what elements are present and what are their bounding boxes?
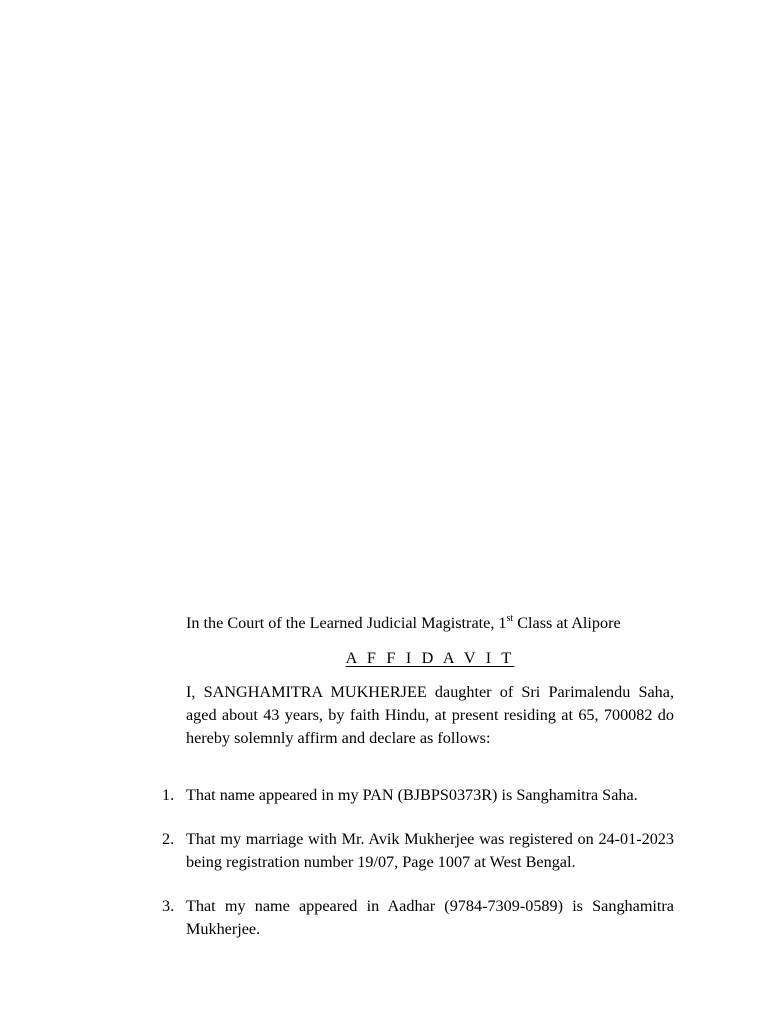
intro-paragraph: I, SANGHAMITRA MUKHERJEE daughter of Sri Parimalendu Saha, aged about 43 years, by faith Hindu, at present residing at 65, 700082 do hereby solemnly affirm and declare as follows:: [186, 683, 674, 747]
list-item: [160, 895, 674, 941]
list-item-number: 2.: [162, 830, 175, 848]
list-item-text: That my marriage with Mr. Avik Mukherjee was registered on 24-01-2023 being registration number 19/07, Page 1007 at West Bengal.: [186, 830, 674, 871]
list-item-text: That my name appeared in Aadhar (9784-7309-0589) is Sanghamitra Mukherjee.: [186, 897, 674, 938]
list-item: [160, 828, 674, 874]
list-item-number: 1.: [162, 786, 175, 804]
list-item: [160, 784, 674, 807]
court-heading-text: In the Court of the Learned Judicial Magistrate, 1: [186, 614, 507, 632]
list-item-text: That name appeared in my PAN (BJBPS0373R) is Sanghamitra Saha.: [186, 786, 638, 804]
affidavit-title: A F F I D A V I T: [345, 649, 515, 667]
ordinal-suffix: st: [506, 612, 514, 624]
court-heading: [186, 612, 686, 635]
list-item-number: 3.: [162, 897, 175, 915]
declaration-list: [160, 784, 674, 962]
court-heading-text-end: Class at Alipore: [513, 614, 621, 632]
